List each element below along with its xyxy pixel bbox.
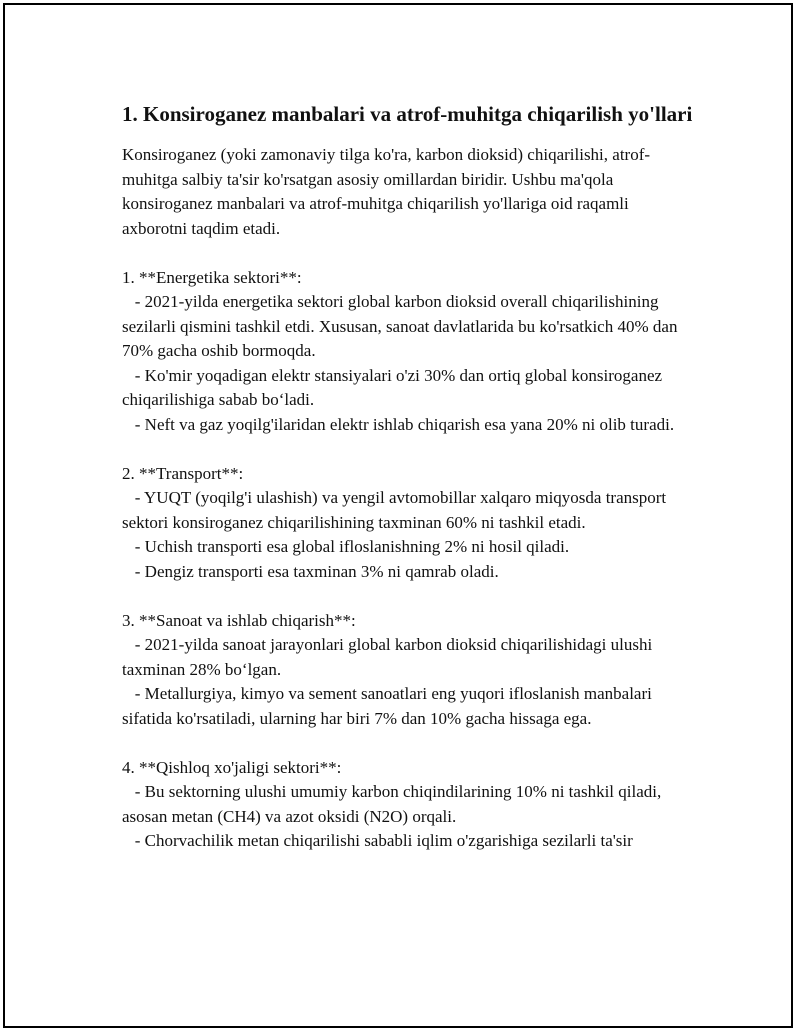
intro-paragraph: Konsiroganez (yoki zamonaviy tilga ko'ra, karbon dioksid) chiqarilishi, atrof-muhitga salbiy ta'sir ko'rsatgan asosiy omillardan biridir. Ushbu ma'qola konsiroganez manbalari va atrof-muhitga chiqarilish yo'llariga oid raqamli axborotni taqdim etadi. — [122, 145, 651, 238]
section-item: - Ko'mir yoqadigan elektr stansiyalari o'zi 30% dan ortiq global konsiroganez chiqarilishiga sabab bo‘ladi. — [122, 365, 667, 409]
section-heading-transport: 2. **Transport**: — [122, 463, 244, 483]
section-item: - 2021-yilda energetika sektori global karbon dioksid overall chiqarilishining sezilarli qismini tashkil etdi. Xususan, sanoat davlatlarida bu ko'rsatkich 40% dan 70% gacha oshib bormoqda. — [122, 292, 682, 360]
section-item: - 2021-yilda sanoat jarayonlari global karbon dioksid chiqarilishidagi ulushi taxminan 28% bo‘lgan. — [122, 635, 657, 679]
paragraph-gap — [122, 584, 697, 609]
document-content — [122, 100, 697, 854]
section-item: - Chorvachilik metan chiqarilishi sababli iqlim o'zgarishiga sezilarli ta'sir — [122, 831, 633, 850]
section-heading-sanoat: 3. **Sanoat va ishlab chiqarish**: — [122, 610, 356, 630]
paragraph-gap — [122, 437, 697, 462]
document-page — [3, 3, 793, 1028]
section-heading-qishloq: 4. **Qishloq xo'jaligi sektori**: — [122, 757, 342, 777]
section-heading-energetika: 1. **Energetika sektori**: — [122, 267, 302, 287]
section-item: - YUQT (yoqilg'i ulashish) va yengil avtomobillar xalqaro miqyosda transport sektori konsiroganez chiqarilishining taxminan 60% ni tashkil etadi. — [122, 488, 671, 532]
section-item: - Bu sektorning ulushi umumiy karbon chiqindilarining 10% ni tashkil qiladi, asosan metan (CH4) va azot oksidi (N2O) orqali. — [122, 782, 666, 826]
paragraph-gap — [122, 731, 697, 756]
paragraph-gap — [122, 241, 697, 266]
section-item: - Uchish transporti esa global ifloslanishning 2% ni hosil qiladi. — [122, 537, 570, 556]
document-title: 1. Konsiroganez manbalari va atrof-muhitga chiqarilish yo'llari — [122, 102, 693, 126]
section-item: - Metallurgiya, kimyo va sement sanoatlari eng yuqori ifloslanish manbalari sifatida ko'rsatiladi, ularning har biri 7% dan 10% gacha hissaga ega. — [122, 684, 657, 728]
section-item: - Neft va gaz yoqilg'ilaridan elektr ishlab chiqarish esa yana 20% ni olib turadi. — [122, 414, 675, 434]
section-item: - Dengiz transporti esa taxminan 3% ni qamrab oladi. — [122, 561, 499, 581]
